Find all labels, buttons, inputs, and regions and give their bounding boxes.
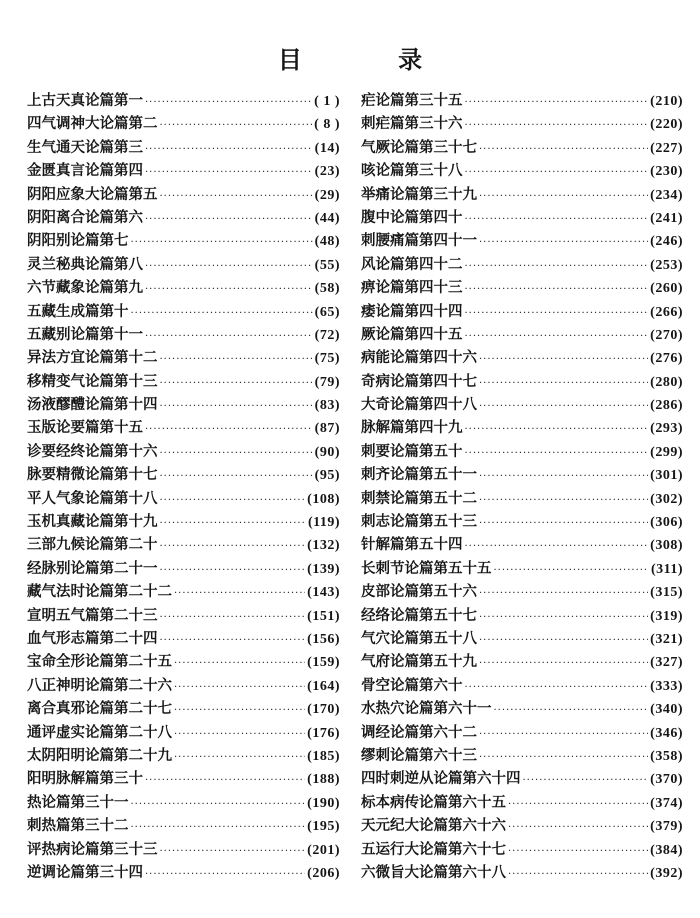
dot-leader (160, 495, 306, 506)
toc-right-column (361, 89, 683, 884)
toc-entry[interactable] (361, 253, 683, 276)
toc-entry-page-number: (151) (307, 608, 340, 624)
toc-entry[interactable] (361, 416, 683, 439)
toc-entry[interactable] (27, 416, 340, 439)
toc-entry-page-number: (293) (650, 421, 683, 437)
toc-entry-title: 阴阳离合论篇第六 (27, 208, 143, 226)
dot-leader (479, 191, 648, 202)
toc-entry-page-number: (190) (307, 795, 340, 811)
dot-leader (145, 775, 305, 786)
dot-leader (465, 167, 649, 178)
toc-entry-page-number: (206) (307, 865, 340, 881)
toc-entry[interactable] (361, 557, 683, 580)
toc-entry-title: 调经论篇第六十二 (361, 723, 477, 741)
toc-entry[interactable] (361, 89, 683, 112)
toc-entry-title: 血气形志篇第二十四 (27, 629, 158, 647)
toc-entry[interactable] (361, 838, 683, 861)
dot-leader (145, 97, 312, 108)
toc-entry-page-number: (132) (307, 538, 340, 554)
toc-entry-page-number: (119) (307, 515, 340, 531)
toc-entry-title: 咳论篇第三十八 (361, 162, 463, 180)
toc-entry[interactable] (27, 370, 340, 393)
toc-entry-title: 热论篇第三十一 (27, 793, 129, 811)
dot-leader (465, 331, 649, 342)
toc-entry-page-number: (195) (307, 819, 340, 835)
toc-entry[interactable] (361, 159, 683, 182)
toc-entry-title: 刺齐论篇第五十一 (361, 466, 477, 484)
page-title: 目 录 (277, 45, 467, 75)
dot-leader (479, 401, 648, 412)
toc-entry-page-number: (210) (650, 94, 683, 109)
toc-entry-title: 疟论篇第三十五 (361, 92, 463, 109)
toc-entry-page-number: (346) (650, 725, 683, 741)
toc-entry-page-number: (327) (650, 655, 683, 671)
dot-leader (523, 775, 649, 786)
toc-entry-title: 大奇论篇第四十八 (361, 396, 477, 414)
dot-leader (160, 565, 306, 576)
dot-leader (131, 308, 313, 319)
toc-entry-title: 水热穴论篇第六十一 (361, 700, 492, 718)
toc-entry-page-number: (319) (650, 608, 683, 624)
dot-leader (160, 635, 306, 646)
toc-entry-title: 灵兰秘典论篇第八 (27, 255, 143, 273)
toc-entry-page-number: (392) (650, 865, 683, 881)
toc-entry-page-number: (280) (650, 374, 683, 390)
toc-entry[interactable] (361, 697, 683, 720)
dot-leader (479, 378, 648, 389)
toc-entry-title: 病能论篇第四十六 (361, 349, 477, 367)
toc-entry-title: 气厥论篇第三十七 (361, 138, 477, 156)
dot-leader (145, 261, 313, 272)
toc-entry-title: 八正神明论篇第二十六 (27, 676, 172, 694)
toc-entry[interactable] (361, 744, 683, 767)
toc-entry-title: 阳明脉解篇第三十 (27, 770, 143, 788)
toc-entry[interactable] (27, 393, 340, 416)
dot-leader (508, 846, 648, 857)
dot-leader (479, 144, 648, 155)
toc-entry-title: 上古天真论篇第一 (27, 92, 143, 109)
toc-entry-page-number: (159) (307, 655, 340, 671)
toc-entry-page-number: (87) (314, 421, 340, 437)
toc-entry[interactable] (361, 604, 683, 627)
dot-leader (145, 331, 313, 342)
toc-entry[interactable] (361, 300, 683, 323)
toc-entry-page-number: (188) (307, 772, 340, 788)
toc-entry-title: 气穴论篇第五十八 (361, 629, 477, 647)
toc-entry-page-number: (48) (314, 234, 340, 250)
toc-entry[interactable] (27, 861, 340, 884)
toc-entry-page-number: (234) (650, 187, 683, 203)
toc-entry[interactable] (361, 533, 683, 556)
dot-leader (465, 120, 649, 131)
dot-leader (465, 541, 649, 552)
toc-entry[interactable] (27, 112, 340, 135)
toc-entry-page-number: (170) (307, 702, 340, 718)
toc-entry[interactable] (361, 370, 683, 393)
toc-entry-page-number: (75) (314, 351, 340, 367)
toc-entry-page-number: (370) (650, 772, 683, 788)
dot-leader (131, 799, 306, 810)
toc-entry[interactable] (27, 767, 340, 790)
toc-entry-page-number: (246) (650, 234, 683, 250)
dot-leader (479, 588, 648, 599)
toc-entry-page-number: (108) (307, 491, 340, 507)
toc-entry-page-number: (58) (314, 281, 340, 297)
toc-entry[interactable] (27, 627, 340, 650)
toc-entry-title: 刺疟篇第三十六 (361, 115, 463, 133)
toc-entry-page-number: (83) (314, 398, 340, 414)
toc-entry[interactable] (27, 159, 340, 182)
toc-entry-page-number: (79) (314, 374, 340, 390)
toc-entry[interactable] (361, 580, 683, 603)
toc-entry[interactable] (27, 323, 340, 346)
toc-entry-title: 风论篇第四十二 (361, 255, 463, 273)
toc-entry-page-number: (23) (314, 164, 340, 180)
dot-leader (160, 518, 306, 529)
toc-entry-page-number: (230) (650, 164, 683, 180)
dot-leader (160, 120, 313, 131)
toc-entry[interactable] (361, 674, 683, 697)
toc-entry[interactable] (27, 487, 340, 510)
dot-leader (479, 658, 648, 669)
toc-entry[interactable] (361, 510, 683, 533)
toc-entry[interactable] (361, 136, 683, 159)
dot-leader (174, 705, 305, 716)
toc-entry-page-number: (306) (650, 515, 683, 531)
dot-leader (131, 237, 313, 248)
toc-entry[interactable] (27, 838, 340, 861)
toc-entry[interactable] (361, 112, 683, 135)
toc-entry-title: 移精变气论篇第十三 (27, 372, 158, 390)
dot-leader (494, 565, 649, 576)
dot-leader (160, 378, 313, 389)
toc-entry-page-number: (72) (314, 327, 340, 343)
toc-entry-page-number: (311) (650, 561, 683, 577)
toc-entry-title: 离合真邪论篇第二十七 (27, 700, 172, 718)
toc-entry-page-number: (308) (650, 538, 683, 554)
dot-leader (174, 752, 305, 763)
toc-entry[interactable] (27, 557, 340, 580)
dot-leader (160, 354, 313, 365)
toc-entry[interactable] (361, 229, 683, 252)
toc-entry[interactable] (361, 440, 683, 463)
toc-entry-title: 阴阳应象大论篇第五 (27, 185, 158, 203)
toc-entry-page-number: (315) (650, 585, 683, 601)
toc-entry-title: 金匮真言论篇第四 (27, 162, 143, 180)
dot-leader (465, 214, 649, 225)
dot-leader (479, 729, 648, 740)
dot-leader (160, 191, 313, 202)
dot-leader (145, 424, 313, 435)
dot-leader (160, 401, 313, 412)
toc-entry-page-number: (201) (307, 842, 340, 858)
dot-leader (465, 97, 649, 108)
dot-leader (160, 448, 313, 459)
toc-entry[interactable] (361, 791, 683, 814)
dot-leader (465, 448, 649, 459)
toc-entry-page-number: (358) (650, 748, 683, 764)
toc-entry-page-number: (340) (650, 702, 683, 718)
toc-entry-title: 三部九候论篇第二十 (27, 536, 158, 554)
toc-entry-title: 痹论篇第四十三 (361, 279, 463, 297)
toc-entry-page-number: (321) (650, 631, 683, 647)
dot-leader (145, 144, 313, 155)
toc-entry-page-number: ( 8 ) (314, 117, 340, 133)
toc-entry[interactable] (361, 346, 683, 369)
toc-entry-page-number: (333) (650, 678, 683, 694)
dot-leader (508, 822, 648, 833)
toc-entry-title: 汤液醪醴论篇第十四 (27, 396, 158, 414)
toc-entry[interactable] (27, 674, 340, 697)
toc-entry[interactable] (361, 721, 683, 744)
toc-entry[interactable] (361, 627, 683, 650)
toc-entry-title: 宝命全形论篇第二十五 (27, 653, 172, 671)
toc-entry-title: 五藏生成篇第十 (27, 302, 129, 320)
toc-entry[interactable] (27, 721, 340, 744)
toc-entry-title: 逆调论篇第三十四 (27, 863, 143, 881)
toc-entry-title: 五藏别论篇第十一 (27, 325, 143, 343)
toc-entry[interactable] (361, 487, 683, 510)
toc-entry[interactable] (27, 89, 340, 112)
dot-leader (174, 588, 305, 599)
dot-leader (508, 869, 648, 880)
dot-leader (160, 471, 313, 482)
toc-entry-title: 五运行大论篇第六十七 (361, 840, 506, 858)
toc-entry[interactable] (361, 650, 683, 673)
toc-entry-title: 诊要经终论篇第十六 (27, 442, 158, 460)
toc-entry-page-number: (14) (314, 140, 340, 156)
toc-entry[interactable] (27, 136, 340, 159)
toc-entry-title: 评热病论篇第三十三 (27, 840, 158, 858)
dot-leader (174, 729, 305, 740)
toc-entry-title: 标本病传论篇第六十五 (361, 793, 506, 811)
toc-entry-title: 厥论篇第四十五 (361, 325, 463, 343)
toc-entry[interactable] (27, 346, 340, 369)
dot-leader (465, 261, 649, 272)
toc-entry-title: 奇病论篇第四十七 (361, 372, 477, 390)
dot-leader (479, 237, 648, 248)
toc-entry[interactable] (27, 533, 340, 556)
toc-entry[interactable] (27, 604, 340, 627)
toc-entry-page-number: (176) (307, 725, 340, 741)
toc-entry-page-number: (185) (307, 748, 340, 764)
toc-entry-title: 脉要精微论篇第十七 (27, 466, 158, 484)
toc-entry-page-number: (139) (307, 561, 340, 577)
toc-entry-page-number: (143) (307, 585, 340, 601)
toc-entry[interactable] (27, 206, 340, 229)
toc-entry[interactable] (27, 650, 340, 673)
toc-entry-title: 天元纪大论篇第六十六 (361, 817, 506, 835)
toc-entry-title: 骨空论篇第六十 (361, 676, 463, 694)
toc-entry-title: 皮部论篇第五十六 (361, 583, 477, 601)
toc-entry-page-number: (270) (650, 327, 683, 343)
toc-entry-title: 刺腰痛篇第四十一 (361, 232, 477, 250)
dot-leader (465, 424, 649, 435)
dot-leader (494, 705, 649, 716)
toc-entry-title: 缪刺论篇第六十三 (361, 746, 477, 764)
toc-entry-title: 阴阳别论篇第七 (27, 232, 129, 250)
toc-entry-page-number: (374) (650, 795, 683, 811)
toc-entry-title: 长刺节论篇第五十五 (361, 559, 492, 577)
dot-leader (160, 541, 306, 552)
toc-entry-page-number: (95) (314, 468, 340, 484)
toc-entry[interactable] (361, 206, 683, 229)
dot-leader (479, 354, 648, 365)
toc-entry-title: 针解篇第五十四 (361, 536, 463, 554)
dot-leader (465, 682, 649, 693)
toc-entry-title: 举痛论篇第三十九 (361, 185, 477, 203)
toc-entry[interactable] (27, 440, 340, 463)
toc-entry-title: 通评虚实论篇第二十八 (27, 723, 172, 741)
dot-leader (145, 869, 305, 880)
toc-entry[interactable] (27, 300, 340, 323)
toc-entry-title: 刺热篇第三十二 (27, 817, 129, 835)
toc-entry-title: 四气调神大论篇第二 (27, 115, 158, 133)
toc-entry[interactable] (361, 323, 683, 346)
toc-entry[interactable] (27, 791, 340, 814)
dot-leader (479, 635, 648, 646)
toc-entry-page-number: (90) (314, 444, 340, 460)
toc-entry-title: 生气通天论篇第三 (27, 138, 143, 156)
toc-entry-page-number: (286) (650, 398, 683, 414)
dot-leader (145, 214, 313, 225)
dot-leader (174, 658, 305, 669)
toc-entry-title: 藏气法时论篇第二十二 (27, 583, 172, 601)
toc-entry-title: 六节藏象论篇第九 (27, 279, 143, 297)
toc-entry-title: 太阴阳明论篇第二十九 (27, 746, 172, 764)
toc-entry-title: 玉机真藏论篇第十九 (27, 513, 158, 531)
dot-leader (174, 682, 305, 693)
toc-entry-page-number: (164) (307, 678, 340, 694)
toc-entry-page-number: (253) (650, 257, 683, 273)
dot-leader (465, 284, 649, 295)
toc-entry-page-number: (156) (307, 631, 340, 647)
toc-entry-page-number: (29) (314, 187, 340, 203)
toc-entry[interactable] (361, 767, 683, 790)
dot-leader (479, 752, 648, 763)
toc-entry-title: 刺要论篇第五十 (361, 442, 463, 460)
toc-entry-title: 刺志论篇第五十三 (361, 513, 477, 531)
dot-leader (479, 612, 648, 623)
dot-leader (479, 471, 648, 482)
toc-entry-title: 四时刺逆从论篇第六十四 (361, 770, 521, 788)
toc-entry[interactable] (27, 580, 340, 603)
toc-entry-page-number: (65) (314, 304, 340, 320)
toc-entry-page-number: (220) (650, 117, 683, 133)
toc-entry[interactable] (27, 253, 340, 276)
toc-entry[interactable] (361, 814, 683, 837)
toc-entry-page-number: (241) (650, 210, 683, 226)
dot-leader (465, 308, 649, 319)
toc-entry-page-number: (55) (314, 257, 340, 273)
dot-leader (160, 612, 306, 623)
toc-entry[interactable] (27, 183, 340, 206)
dot-leader (145, 284, 313, 295)
toc-entry[interactable] (27, 744, 340, 767)
toc-entry-title: 腹中论篇第四十 (361, 208, 463, 226)
toc-entry-page-number: (379) (650, 819, 683, 835)
toc-entry-page-number: (44) (314, 210, 340, 226)
dot-leader (145, 167, 313, 178)
toc-entry-page-number: (301) (650, 468, 683, 484)
dot-leader (479, 495, 648, 506)
toc-left-column (27, 89, 340, 884)
toc-entry-page-number: (276) (650, 351, 683, 367)
toc-entry[interactable] (27, 229, 340, 252)
toc-entry-page-number: (302) (650, 491, 683, 507)
toc-entry-title: 脉解篇第四十九 (361, 419, 463, 437)
toc-entry[interactable] (27, 276, 340, 299)
dot-leader (131, 822, 306, 833)
toc-entry[interactable] (27, 510, 340, 533)
toc-entry[interactable] (361, 393, 683, 416)
toc-entry-title: 气府论篇第五十九 (361, 653, 477, 671)
toc-entry-title: 异法方宜论篇第十二 (27, 349, 158, 367)
toc-entry-page-number: (227) (650, 140, 683, 156)
dot-leader (160, 846, 306, 857)
toc-entry-title: 经脉别论篇第二十一 (27, 559, 158, 577)
toc-entry[interactable] (27, 463, 340, 486)
dot-leader (479, 518, 648, 529)
toc-entry[interactable] (27, 697, 340, 720)
toc-entry-title: 六微旨大论篇第六十八 (361, 863, 506, 881)
toc-entry[interactable] (361, 861, 683, 884)
toc-entry[interactable] (361, 276, 683, 299)
toc-entry-title: 平人气象论篇第十八 (27, 489, 158, 507)
toc-entry-title: 宣明五气篇第二十三 (27, 606, 158, 624)
toc-entry[interactable] (361, 183, 683, 206)
toc-entry-page-number: (299) (650, 444, 683, 460)
toc-entry-title: 经络论篇第五十七 (361, 606, 477, 624)
toc-entry-title: 刺禁论篇第五十二 (361, 489, 477, 507)
toc-entry-title: 玉版论要篇第十五 (27, 419, 143, 437)
toc-entry-page-number: (266) (650, 304, 683, 320)
toc-entry-page-number: (384) (650, 842, 683, 858)
toc-entry-page-number: ( 1 ) (314, 94, 340, 109)
toc-entry-title: 痿论篇第四十四 (361, 302, 463, 320)
toc-entry[interactable] (27, 814, 340, 837)
dot-leader (508, 799, 648, 810)
toc-entry[interactable] (361, 463, 683, 486)
toc-entry-page-number: (260) (650, 281, 683, 297)
